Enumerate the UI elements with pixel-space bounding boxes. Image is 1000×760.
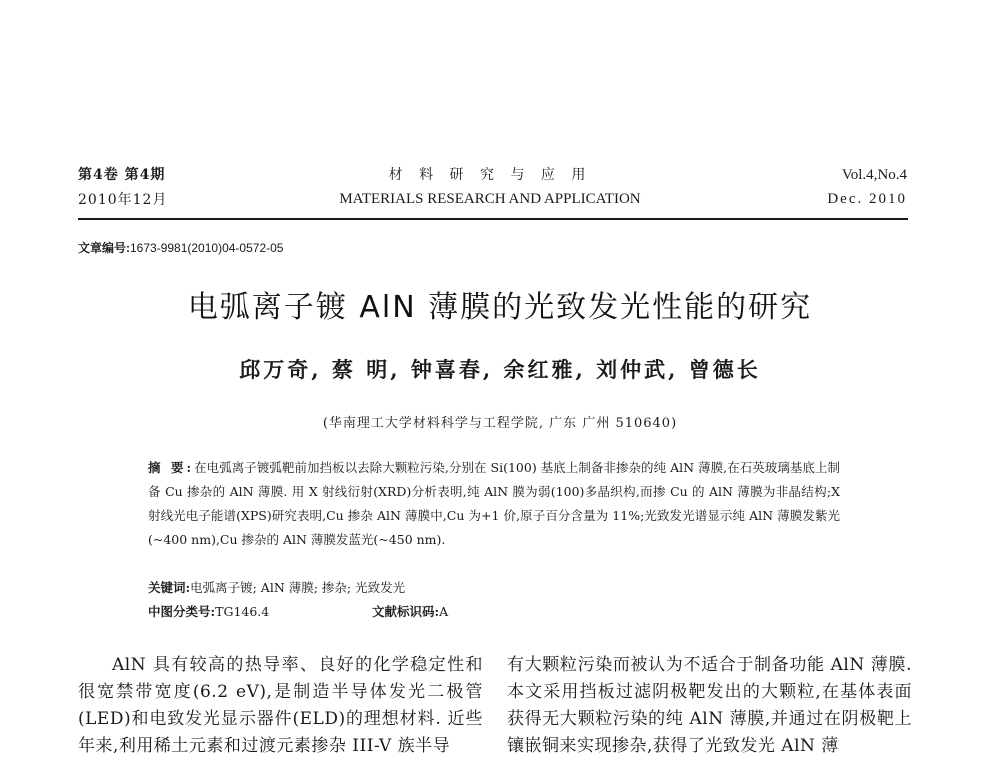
keywords-label: 关键词: [148,580,191,595]
abstract-text: 在电弧离子镀弧靶前加挡板以去除大颗粒污染,分别在 Si(100) 基底上制备非掺杂的纯 AlN 薄膜,在石英玻璃基底上制备 Cu 掺杂的 AlN 薄膜. 用 X 射线衍射(XRD)分析表明,纯 AlN 膜为弱(100)多晶织构,而掺 Cu 的 AlN 薄膜为非晶结构;X 射线光电子能谱(XPS)研究表明,Cu 掺杂 AlN 薄膜中,Cu 为+1 价,原子百分含量为 11%;光致发光谱显示纯 AlN 薄膜发紫光(~400 nm),Cu 掺杂的 AlN 薄膜发蓝光(~450 nm). [148,460,841,547]
volume-issue-en: Vol.4,No.4 [841,167,907,183]
volume-issue-cn: 第4卷 第4期 [78,167,166,183]
body-left-column: AlN 具有较高的热导率、良好的化学稳定性和很宽禁带宽度(6.2 eV),是制造半导体发光二极管(LED)和电致发光显示器件(ELD)的理想材料. 近些年来,利用稀土元素和过渡元素掺杂 III-V 族半导 [78,655,483,756]
keywords [148,578,405,596]
abstract [148,456,840,552]
classification-value: TG146.4 [215,604,270,619]
affiliation: (华南理工大学材料科学与工程学院, 广东 广州 510640) [322,416,678,431]
body-right-column: 有大颗粒污染而被认为不适合于制备功能 AlN 薄膜. 本文采用挡板过滤阴极靶发出的大颗粒,在基体表面获得无大颗粒污染的纯 AlN 薄膜,并通过在阴极靶上镶嵌铜来实现掺杂,获得了光致发光 AlN 薄 [507,655,912,756]
document-code [372,602,448,620]
article-number-value: 1673-9981(2010)04-0572-05 [130,241,284,255]
date-en: Dec. 2010 [827,191,907,207]
authors: 邱万奇, 蔡 明, 钟喜春, 余红雅, 刘仲武, 曾德长 [239,357,761,382]
paper-title: 电弧离子镀 AlN 薄膜的光致发光性能的研究 [187,290,813,325]
document-code-value: A [439,604,449,619]
classification-label: 中图分类号: [148,604,216,619]
document-code-label: 文献标识码: [372,604,440,619]
article-number-label: 文章编号: [78,241,130,255]
classification [148,602,269,620]
keywords-text: 电弧离子镀; AlN 薄膜; 掺杂; 光致发光 [190,580,406,595]
article-number [78,239,283,256]
journal-title-cn: 材 料 研 究 与 应 用 [388,167,592,183]
abstract-label: 摘 要: [148,460,195,475]
header-rule [78,218,908,220]
date-cn: 2010年12月 [78,192,168,208]
journal-title-en: MATERIALS RESEARCH AND APPLICATION [339,191,641,207]
